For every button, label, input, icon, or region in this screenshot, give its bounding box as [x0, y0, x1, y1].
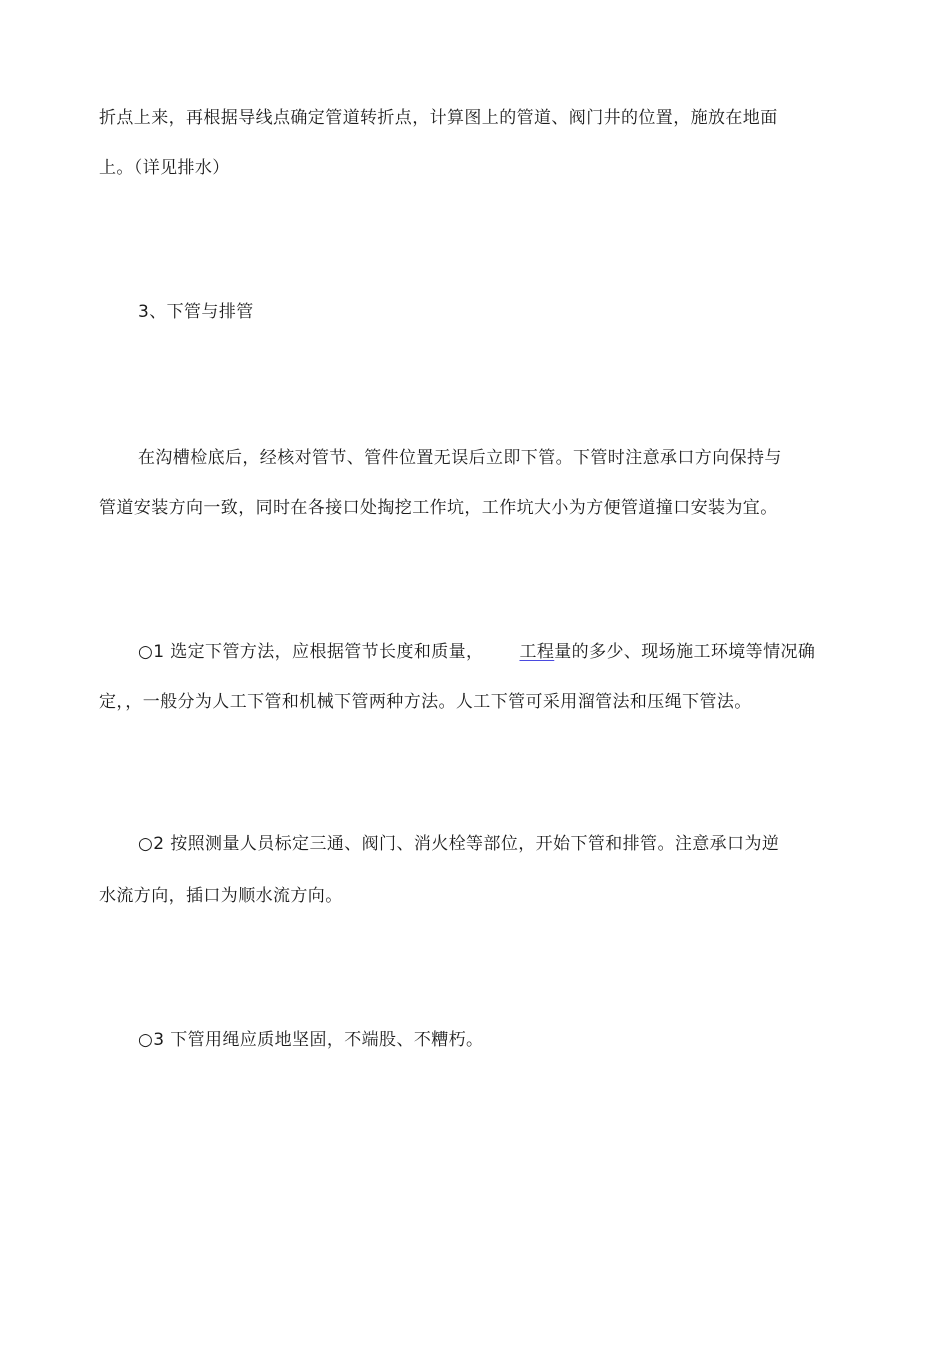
paragraph-3-line-1 [138, 640, 815, 664]
paragraph-4-line-2: 水流方向，插口为顺水流方向。 [99, 886, 343, 906]
paragraph-1-line-1: 折点上来，再根据导线点确定管道转折点，计算图上的管道、阀门井的位置，施放在地面 [99, 108, 778, 128]
paragraph-5-line-1: ○3 下管用绳应质地坚固，不端股、不糟朽。 [138, 1030, 484, 1050]
paragraph-4-line-1: ○2 按照测量人员标定三通、阀门、消火栓等部位，开始下管和排管。注意承口为逆 [138, 834, 780, 854]
section-heading: 3、下管与排管 [138, 302, 254, 322]
paragraph-1-line-2: 上。（详见排水） [99, 158, 230, 178]
paragraph-2-line-1: 在沟槽检底后，经核对管节、管件位置无误后立即下管。下管时注意承口方向保持与 [138, 448, 782, 468]
paragraph-3-text-a: ○1 选定下管方法，应根据管节长度和质量， [138, 642, 484, 662]
paragraph-3-text-b: 量的多少、现场施工环境等情况确 [554, 642, 816, 662]
paragraph-3-line-2: 定，，一般分为人工下管和机械下管两种方法。人工下管可采用溜管法和压绳下管法。 [99, 692, 752, 712]
gongcheng-link[interactable]: 工程 [519, 642, 555, 662]
paragraph-2-line-2: 管道安装方向一致，同时在各接口处掏挖工作坑，工作坑大小为方便管道撞口安装为宜。 [99, 498, 778, 518]
